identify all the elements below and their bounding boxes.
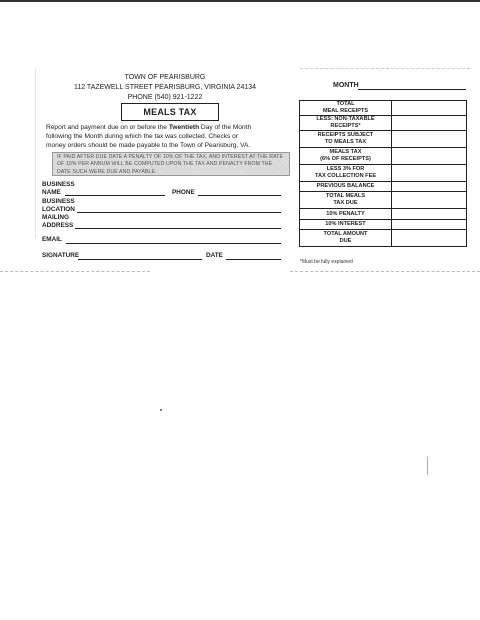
mailing-address-field[interactable] (75, 228, 281, 229)
calc-row (300, 182, 467, 192)
town-phone: PHONE (540) 921-1222 (127, 94, 203, 101)
date-field[interactable] (226, 259, 281, 260)
intro-line1-pre: Report and payment due on or before the (46, 124, 169, 131)
calc-row-label-line: 10% INTEREST (325, 221, 366, 227)
calc-row-label-line: TOTAL MEALS (325, 193, 366, 199)
calc-row-label-line: (6% OF RECEIPTS) (320, 156, 371, 162)
calc-row-label-line: DUE (339, 238, 352, 244)
calc-row (300, 131, 467, 148)
business-name-field[interactable] (65, 195, 165, 196)
business-name-label-1: BUSINESS (42, 181, 75, 188)
calc-row-label-line: MEALS TAX (329, 149, 362, 155)
footnote: *Must be fully explained (300, 259, 353, 265)
calc-row-amount-field[interactable] (392, 192, 467, 209)
calc-row (300, 101, 467, 116)
calc-row-amount-field[interactable] (392, 220, 467, 230)
calc-row-amount-field[interactable] (392, 209, 467, 220)
calc-row-label (300, 101, 392, 116)
late-payment-notice: IF PAID AFTER DUE DATE A PENALTY OF 10% OF THE TAX, AND INTEREST AT THE RATE OF 10% PER ANNUM WILL BE COMPUTED UPON THE TAX AND PENALTY FROM THE DATE SUCH WERE DUE AND PAYABLE. (52, 152, 290, 176)
calc-row-label-line: TAX COLLECTION FEE (314, 173, 377, 179)
business-name-label-2: NAME (42, 188, 61, 196)
calc-row (300, 220, 467, 230)
calc-row-label-line: MEAL RECEIPTS (322, 108, 369, 114)
calc-row (300, 230, 467, 247)
scan-top-mark (300, 68, 470, 69)
month-label: MONTH (333, 82, 359, 89)
scan-speck (160, 409, 162, 411)
scan-left-edge (35, 68, 36, 238)
tax-calculation-table (299, 100, 467, 247)
business-location-label-1: BUSINESS (42, 198, 75, 205)
signature-label: SIGNATURE (42, 252, 80, 259)
business-location-label-2: LOCATION (42, 205, 75, 213)
month-field[interactable] (358, 89, 466, 90)
calc-row-label-line: TOTAL AMOUNT (323, 231, 368, 237)
calc-row (300, 148, 467, 165)
date-label: DATE (206, 252, 223, 259)
calc-row-label-line: RECEIPTS SUBJECT (317, 132, 374, 138)
calc-row-label-line: TOTAL (336, 101, 355, 107)
intro-line1-post: Day of the Month (199, 124, 252, 131)
calc-row (300, 165, 467, 182)
intro-line2: following the Month during which the tax was collected. Checks or (46, 133, 239, 140)
form-title: MEALS TAX (121, 103, 219, 121)
scan-fold-line-right (290, 271, 480, 272)
calc-row-label-line: TAX DUE (333, 200, 358, 206)
calc-row-label-line: LESS: NON-TAXABLE (316, 116, 375, 122)
business-location-label (42, 198, 75, 213)
calc-row (300, 209, 467, 220)
mailing-address-label (42, 214, 73, 229)
calc-row-label (300, 182, 392, 192)
calc-row (300, 192, 467, 209)
scan-speck-right (427, 457, 428, 475)
calc-row-amount-field[interactable] (392, 230, 467, 247)
signature-field[interactable] (78, 259, 202, 260)
calc-row-amount-field[interactable] (392, 101, 467, 116)
business-location-field[interactable] (77, 212, 281, 213)
calc-row-amount-field[interactable] (392, 148, 467, 165)
email-field[interactable] (66, 243, 281, 244)
calc-row-label (300, 220, 392, 230)
email-label: EMAIL (42, 236, 62, 243)
calc-row-label (300, 165, 392, 182)
calc-row-amount-field[interactable] (392, 131, 467, 148)
calc-row-label (300, 230, 392, 247)
calc-row-label (300, 192, 392, 209)
intro-line3: money orders should be made payable to the Town of Pearisburg, VA. (46, 142, 251, 149)
business-name-label (42, 181, 75, 196)
town-name: TOWN OF PEARISBURG (124, 74, 206, 81)
phone-field[interactable] (198, 195, 281, 196)
calc-row-label-line: TO MEALS TAX (324, 139, 367, 145)
calc-row-label-line: PREVIOUS BALANCE (316, 183, 375, 189)
scan-top-edge (0, 0, 480, 2)
mailing-address-label-2: ADDRESS (42, 221, 74, 229)
calc-row-label (300, 116, 392, 131)
calc-row-amount-field[interactable] (392, 116, 467, 131)
town-address: 112 TAZEWELL STREET PEARISBURG, VIRGINIA 24134 (73, 84, 257, 91)
calc-row-label-line: LESS 3% FOR (326, 166, 365, 172)
calc-row-label-line: RECEIPTS* (330, 123, 361, 129)
calc-row-amount-field[interactable] (392, 165, 467, 182)
calc-row-label-line: 10% PENALTY (326, 210, 365, 217)
scan-fold-line (0, 271, 150, 272)
phone-label: PHONE (172, 189, 195, 196)
calc-row (300, 116, 467, 131)
intro-line1-bold: Twentieth (168, 124, 200, 131)
calc-row-label (300, 131, 392, 148)
calc-row-label (300, 209, 392, 220)
calc-row-amount-field[interactable] (392, 182, 467, 192)
intro-text (46, 123, 292, 150)
mailing-address-label-1: MAILING (42, 214, 69, 221)
calc-row-label (300, 148, 392, 165)
